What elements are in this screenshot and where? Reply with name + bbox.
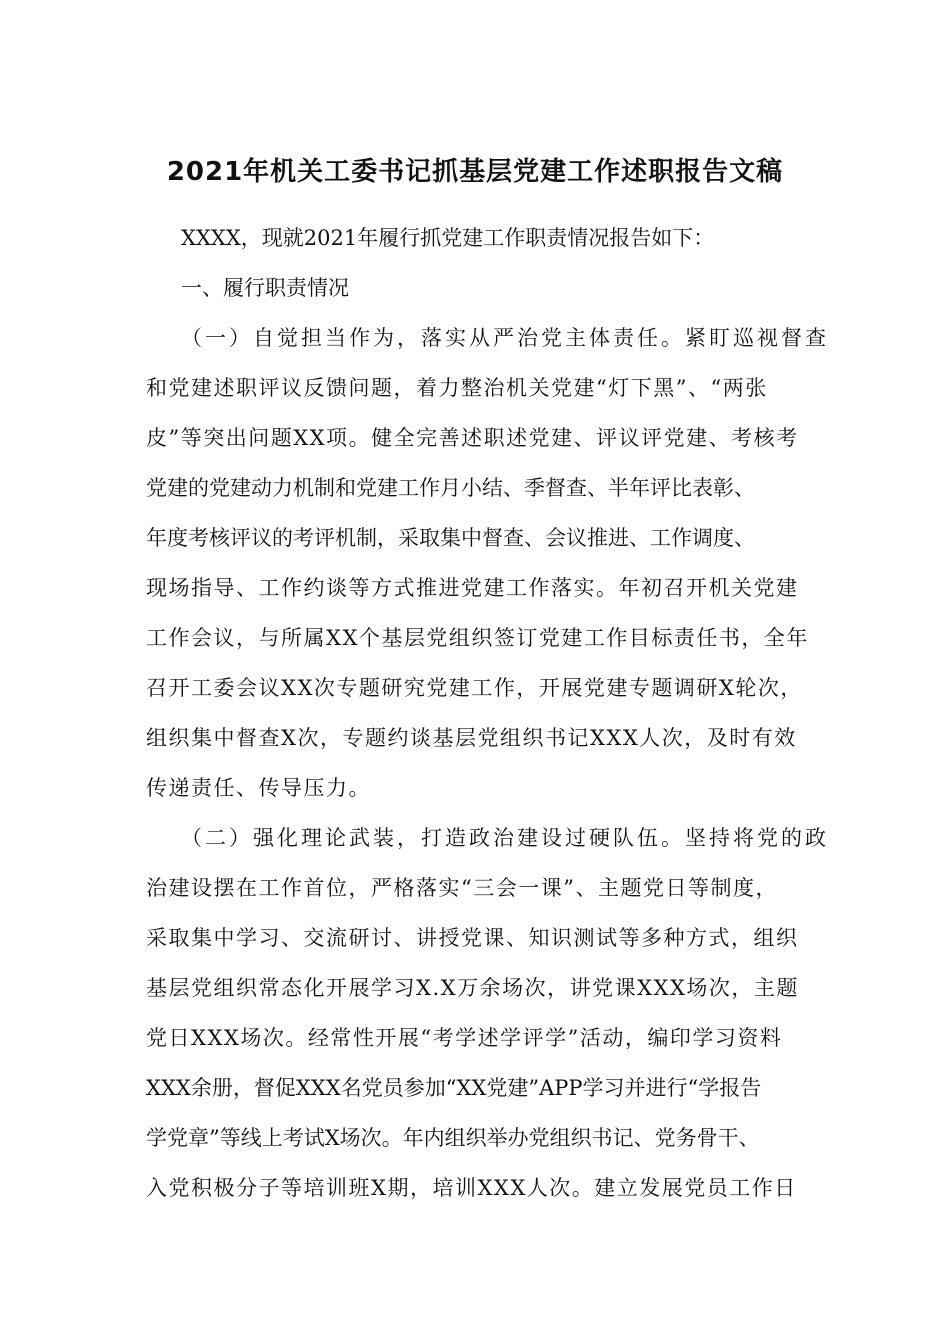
- document-title: 2021年机关工委书记抓基层党建工作述职报告文稿: [166, 157, 784, 187]
- paragraph-line: 传递责任、传导压力。: [146, 776, 371, 800]
- paragraph-line: 和党建述职评议反馈问题，着力整治机关党建“灯下黑”、“两张: [146, 376, 768, 400]
- paragraph-line: 党建的党建动力机制和党建工作月小结、季督查、半年评比表彰、: [146, 476, 755, 500]
- paragraph-line: 召开工委会议XX次专题研究党建工作，开展党建专题调研X轮次，: [146, 676, 803, 700]
- paragraph-line: 基层党组织常态化开展学习X.X万余场次，讲党课XXX场次，主题: [146, 976, 799, 1000]
- paragraph-line: 组织集中督查X次，专题约谈基层党组织书记XXX人次，及时有效: [146, 726, 797, 750]
- paragraph-line: 现场指导、工作约谈等方式推进党建工作落实。年初召开机关党建: [146, 576, 799, 600]
- section-heading: 一、履行职责情况: [181, 276, 349, 300]
- paragraph-line: 学党章”等线上考试X场次。年内组织举办党组织书记、党务骨干、: [146, 1126, 760, 1150]
- paragraph-line: 治建设摆在工作首位，严格落实“三会一课”、主题党日等制度，: [146, 876, 778, 900]
- paragraph-line: 党日XXX场次。经常性开展“考学述学评学”活动，编印学习资料: [146, 1026, 783, 1050]
- paragraph-line: 工作会议，与所属XX个基层党组织签订党建工作目标责任书，全年: [146, 626, 809, 650]
- paragraph-line: （一）自觉担当作为，落实从严治党主体责任。紧盯巡视督查: [181, 326, 829, 350]
- paragraph-line: XXX余册，督促XXX名党员参加“XX党建”APP学习并进行“学报告: [146, 1076, 762, 1100]
- paragraph-line: （二）强化理论武装，打造政治建设过硬队伍。坚持将党的政: [181, 826, 829, 850]
- paragraph-line: 采取集中学习、交流研讨、讲授党课、知识测试等多种方式，组织: [146, 926, 799, 950]
- intro-line: XXXX，现就2021年履行抓党建工作职责情况报告如下：: [181, 226, 715, 250]
- paragraph-line: 皮”等突出问题XX项。健全完善述职述党建、评议评党建、考核考: [146, 426, 799, 450]
- paragraph-line: 入党积极分子等培训班X期，培训XXX人次。建立发展党员工作日: [146, 1176, 797, 1200]
- paragraph-line: 年度考核评议的考评机制，采取集中督查、会议推进、工作调度、: [146, 526, 755, 550]
